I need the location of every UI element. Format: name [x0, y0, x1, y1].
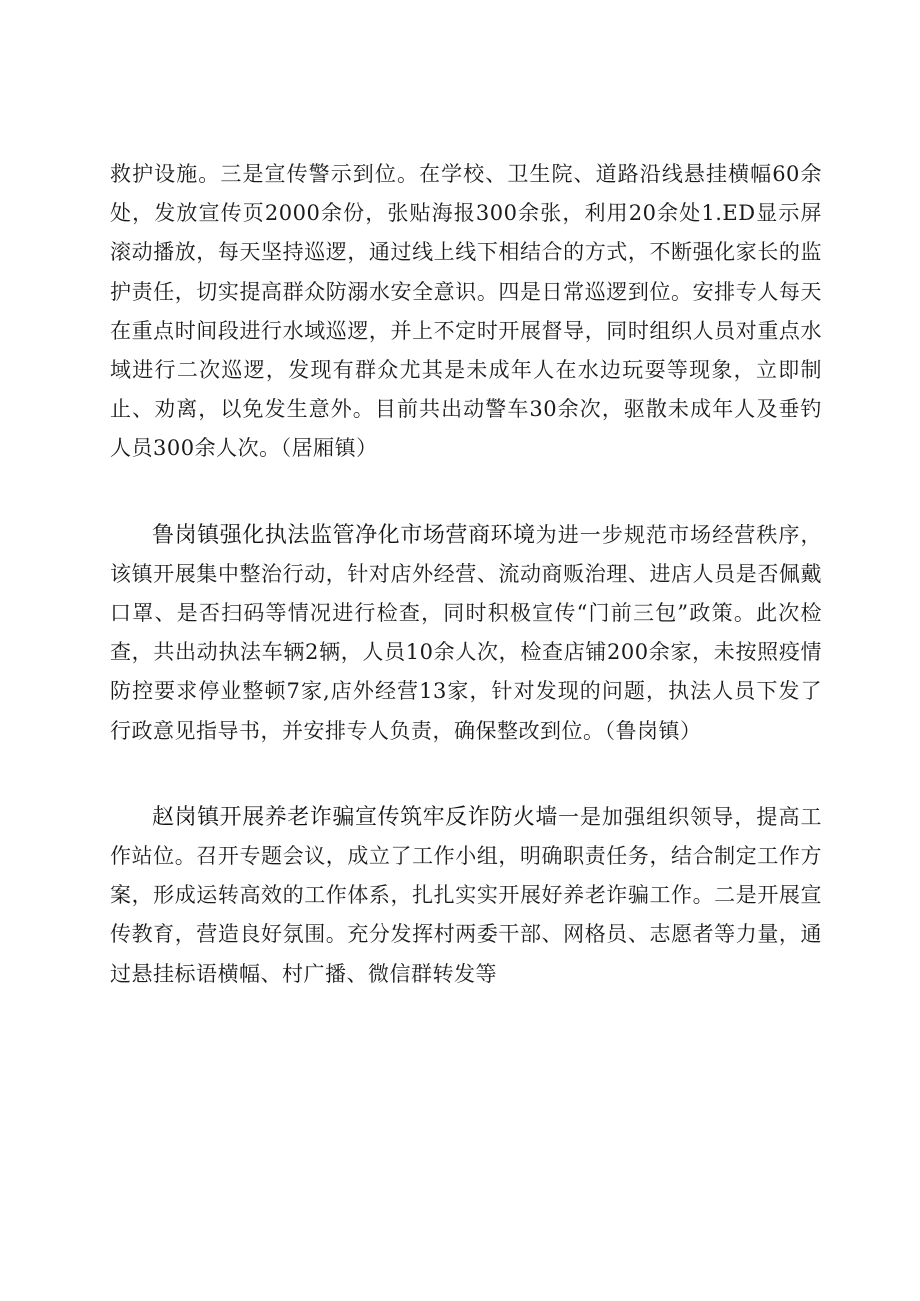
paragraph-zhaogang — [110, 798, 822, 994]
paragraph-headline: 赵岗镇开展养老诈骗宣传筑牢反诈防火墙 — [152, 804, 558, 830]
paragraph-gap — [110, 751, 822, 798]
paragraph-gap — [110, 469, 822, 516]
document-page — [110, 155, 822, 994]
paragraph-lugang — [110, 516, 822, 751]
paragraph-text: 一是加强组织领导，提高工作站位。召开专题会议，成立了工作小组，明确职责任务，结合制定工作方案，形成运转高效的工作体系，扎扎实实开展好养老诈骗工作。二是开展宣传教育，营造良好氛围。充分发挥村两委干部、网格员、志愿者等力量，通过悬挂标语横幅、村广播、微信群转发等 — [110, 804, 822, 986]
paragraph-text: 为进一步规范市场经营秩序，该镇开展集中整治行动，针对店外经营、流动商贩治理、进店人员是否佩戴口罩、是否扫码等情况进行检查，同时积极宣传“门前三包”政策。此次检查，共出动执法车辆2辆，人员10余人次，检查店铺200余家，未按照疫情防控要求停业整顿7家,店外经营13家，针对发现的问题，执法人员下发了行政意见指导书，并安排专人负责，确保整改到位。（鲁岗镇） — [110, 522, 822, 743]
paragraph-headline: 鲁岗镇强化执法监管净化市场营商环境 — [152, 522, 536, 548]
paragraph-text: 救护设施。三是宣传警示到位。在学校、卫生院、道路沿线悬挂横幅60余处，发放宣传页2000余份，张贴海报300余张，利用20余处1.ED显示屏滚动播放，每天坚持巡逻，通过线上线下相结合的方式，不断强化家长的监护责任，切实提高群众防溺水安全意识。四是日常巡逻到位。安排专人每天在重点时间段进行水域巡逻，并上不定时开展督导，同时组织人员对重点水域进行二次巡逻，发现有群众尤其是未成年人在水边玩耍等现象，立即制止、劝离，以免发生意外。目前共出动警车30余次，驱散未成年人及垂钓人员300余人次。（居厢镇） — [110, 162, 822, 461]
paragraph-juxiang — [110, 155, 822, 469]
